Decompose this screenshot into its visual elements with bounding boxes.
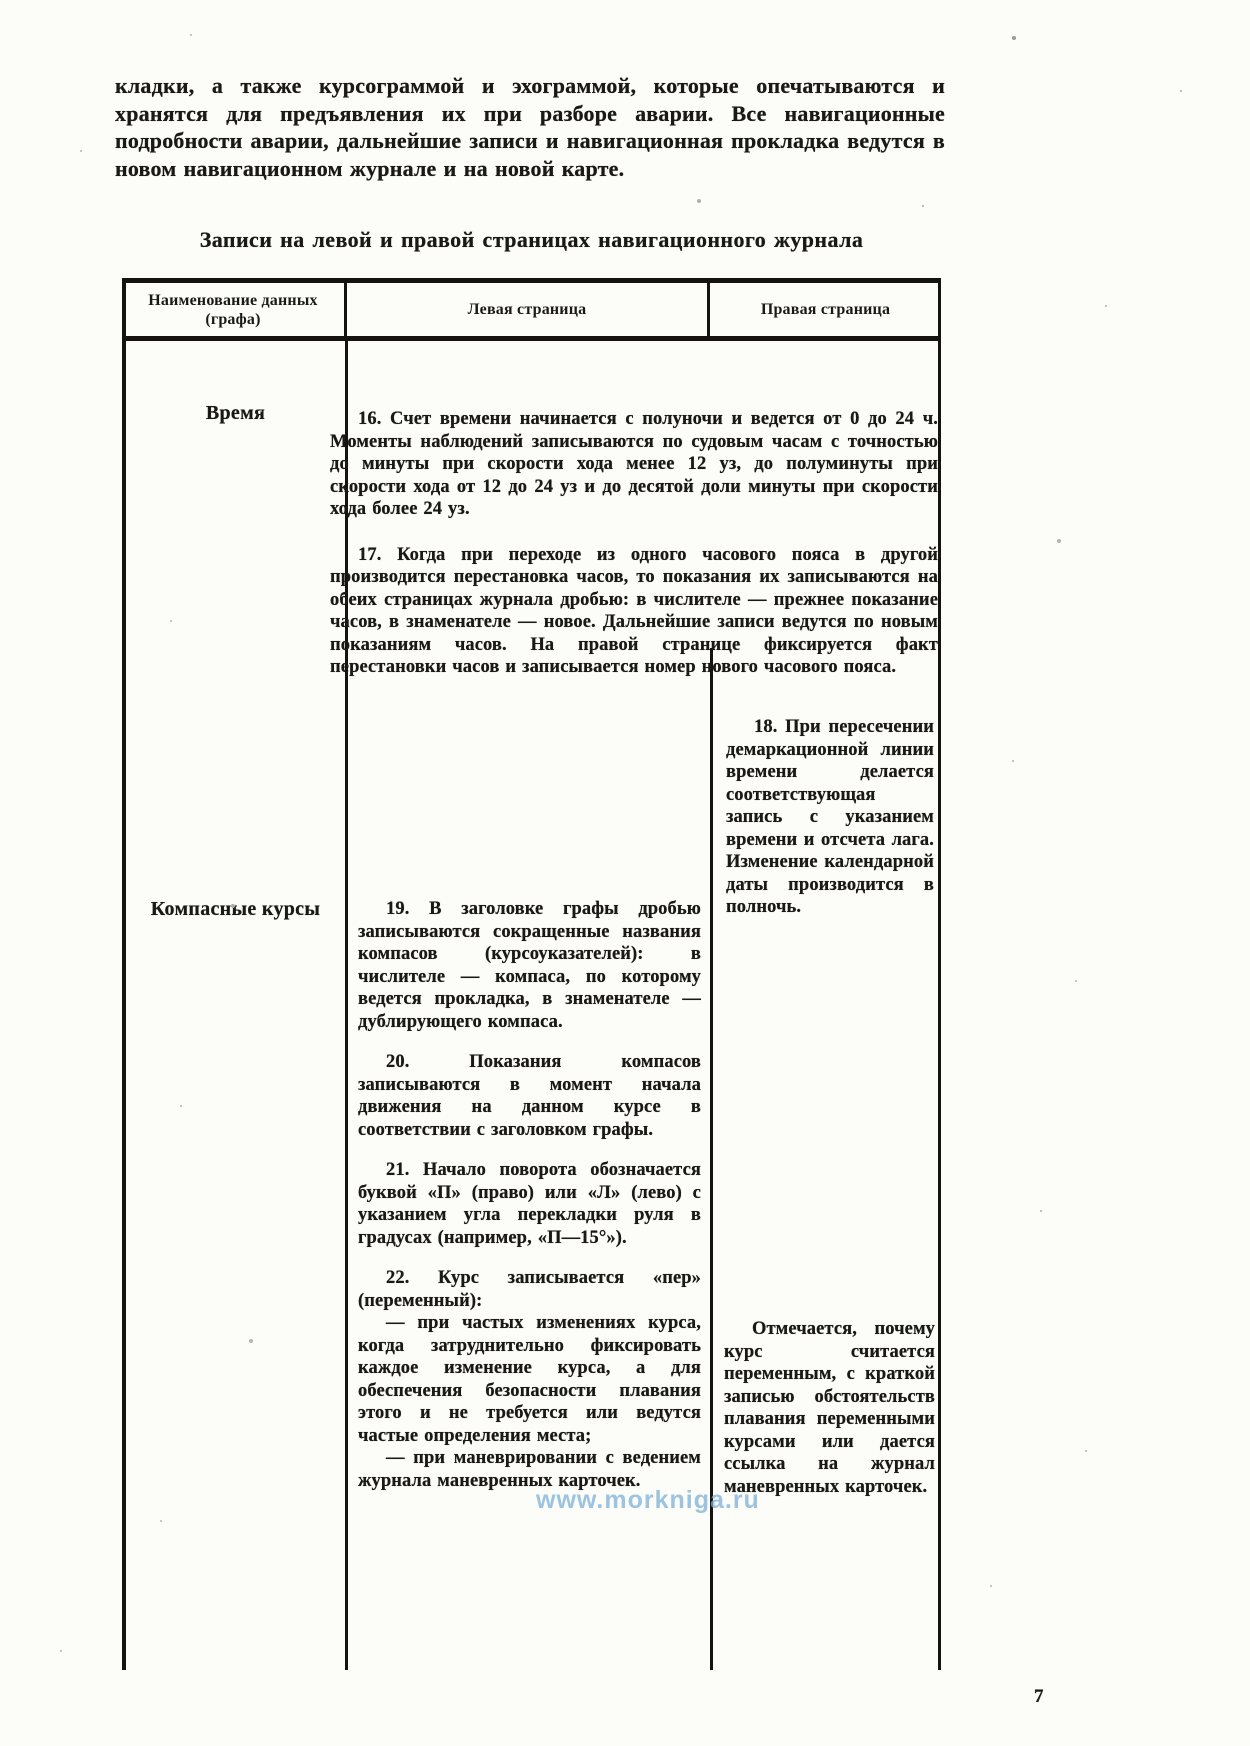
rule-22-intro: 22. Курс записывается «пер» (переменный):: [358, 1268, 701, 1311]
intro-paragraph: кладки, а также курсограммой и эхограммой, которые опечатываются и хранятся для предъявления их при разборе аварии. Все навигационные подробности аварии, дальнейшие записи и навигационная прокладка ведутся в новом навигационном журнале и на новой карте.: [115, 73, 945, 181]
time-right-page-cell: [726, 716, 934, 919]
rule-21: 21. Начало поворота обозначается буквой «П» (право) или «Л» (лево) с указанием угла перекладки руля в градусах (например, «П—15°»).: [358, 1160, 701, 1248]
table-header-row: [122, 283, 941, 341]
page-number: 7: [1034, 1686, 1044, 1707]
rule-18: 18. При пересечении демаркационной линии времени делается соответствующая запись с указанием времени и отсчета лага. Изменение календарной даты производится в полночь.: [726, 717, 934, 917]
row-label-time: Время: [205, 402, 266, 424]
compass-left-page-cell: [358, 898, 701, 1492]
table-title: Записи на левой и правой страницах навигационного журнала: [199, 227, 864, 252]
header-cell-right-page: Правая страница: [760, 301, 891, 318]
row-label-compass-courses: Компасные курсы: [150, 898, 321, 920]
watermark: www.morkniga.ru: [536, 1486, 760, 1514]
rule-22-item-2: — при маневрировании с ведением журнала маневренных карточек.: [358, 1448, 701, 1491]
rule-17: 17. Когда при переходе из одного часового пояса в другой производится перестановка часов, то показания их записываются на обеих страницах журнала дробью: в числителе — прежнее показание часов, в знаменателе — новое. Дальнейшие записи ведутся по новым показаниям часов. На правой странице фиксируется факт перестановки часов и записывается номер нового часового пояса.: [330, 544, 938, 677]
rule-16: 16. Счет времени начинается с полуночи и ведется от 0 до 24 ч. Моменты наблюдений записываются по судовым часам с точностью до минуты при скорости хода менее 12 уз, до полуминуты при скорости хода от 12 до 24 уз и до десятой доли минуты при скорости хода более 24 уз.: [330, 409, 938, 519]
rule-20: 20. Показания компасов записываются в момент начала движения на данном курсе в соответствии с заголовком графы.: [358, 1052, 701, 1140]
column-divider-2: [710, 648, 713, 1670]
header-cell-left-page: Левая страница: [347, 283, 710, 336]
rule-19: 19. В заголовке графы дробью записываются сокращенные названия компасов (курсоуказателей): в числителе — компаса, по которому ведется прокладка, в знаменателе — дублирующего компаса.: [358, 899, 701, 1032]
compass-right-page-cell: [724, 1318, 935, 1498]
time-rules-span-cell: [330, 408, 938, 679]
rule-22-item-1: — при частых изменениях курса, когда затруднительно фиксировать каждое изменение курса, а для обеспечения безопасности плавания этого и не требуется или ведутся частые определения места;: [358, 1313, 701, 1446]
header-cell-data-name: Наименование данных (графа): [122, 283, 347, 336]
rule-22-right-note: Отмечается, почему курс считается переменным, с краткой записью обстоятельств плавания переменными курсами или дается ссылка на журнал маневренных карточек.: [724, 1319, 935, 1497]
